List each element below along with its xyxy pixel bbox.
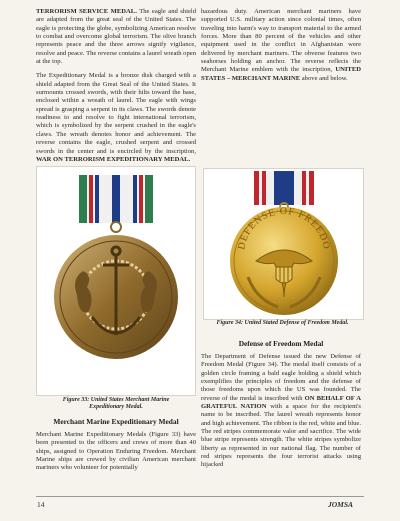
right-column-top <box>201 8 361 89</box>
figure-34-medal-image <box>203 168 364 320</box>
section-heading: Defense of Freedom Medal <box>238 339 324 348</box>
right-column-bottom <box>201 353 361 476</box>
bold-term: UNITED STATES – MERCHANT MARINE <box>201 66 361 82</box>
section-heading: Merchant Marine Expeditionary Medal <box>53 417 179 426</box>
figure-caption: Figure 34: United Stated Defense of Freedom Medal. <box>216 320 349 326</box>
footer-divider <box>36 496 364 497</box>
left-column-bottom <box>36 431 196 479</box>
medal-inscription-text: DEFENSE OF FREEDO <box>236 205 332 251</box>
paragraph-text: with a space for the recipient's name to be inscribed. The laurel wreath represents honor and high achievement. The ribbon is the red, white and blue. The red stripes commemorate valor and sacrifice. The wide blue stripe represents strength. The white stripes symbolize liberty as represented in our national flag. The number of red stripes represents the four terrorist attacks using hijacked <box>201 403 361 469</box>
figure-caption: Figure 33: United States Merchant Marine Expeditionary Medal. <box>62 397 170 411</box>
defense-of-freedom-medal-illustration <box>204 169 363 319</box>
paragraph: Merchant Marine Expeditionary Medals (Figure 33) have been presented to the officers and crews of more than 40 ships, assigned to Operation Enduring Freedom. Merchant Marine ships are crewed by civilian American merchant mariners who volunteer for potentially <box>36 431 196 472</box>
bold-term: ON BEHALF OF A GRATEFUL NATION <box>201 394 361 411</box>
paragraph-text: The Expeditionary Medal is a bronze disk charged with a shield adapted from the Great Seal of the United States. It surmounts crossed swords, with their hilts toward the base, enclosed within a wreath of laurel. The eagle with wings spread is grasping a serpent in its claws. The swords denote readiness to and resolve to fight international terrorism, which is symbolized by the serpent crushed in the eagle's claws. The wreath denotes honor and achievement. The reverse contains the eagle, crushed serpent and crossed swords in the center and is encircled by the inscription, <box>36 72 196 155</box>
paragraph <box>201 8 361 83</box>
merchant-marine-medal-illustration <box>37 167 195 395</box>
paragraph-text: above and below. <box>300 74 348 82</box>
bold-term: TERRORISM SERVICE MEDAL. <box>36 8 137 15</box>
figure-33-medal-image <box>36 166 196 396</box>
paragraph-text: The eagle and shield are adapted from the great seal of the United States. The eagle is protecting the globe, symbolizing American resolve to combat and overcome global terrorism. The olive branch represents peace and the three arrows signify vigilance, resolve and peace. The reverse contains a laurel wreath open at the top. <box>36 8 196 66</box>
paragraph-text: The Department of Defense issued the new Defense of Freedom Medal (Figure 34). The medal itself consists of a golden circle framing a bald eagle holding a shield which exemplifies the principles of freedom and the defense of those freedoms upon which the US was founded. The reverse of the medal is inscribed with <box>201 353 361 402</box>
paragraph <box>36 72 196 164</box>
page-number: 14 <box>37 500 45 509</box>
paragraph <box>36 8 196 66</box>
left-column-top <box>36 8 196 170</box>
paragraph <box>201 353 361 470</box>
paragraph-text: hazardous duty. American merchant mariners have supported U.S. military action since colonial times, often traveling into harm's way to transport material to the armed forces. More than 80 percent of the vehicles and other equipment used in the conflict in Afghanistan were delivered by merchant mariners. The obverse features two seahorses holding an anchor. The reverse reflects the Merchant Marine emblem with the inscription, <box>201 8 361 74</box>
bold-term: WAR ON TERRORISM EXPEDITIONARY MEDAL. <box>36 155 191 163</box>
journal-name: JOMSA <box>328 500 354 509</box>
